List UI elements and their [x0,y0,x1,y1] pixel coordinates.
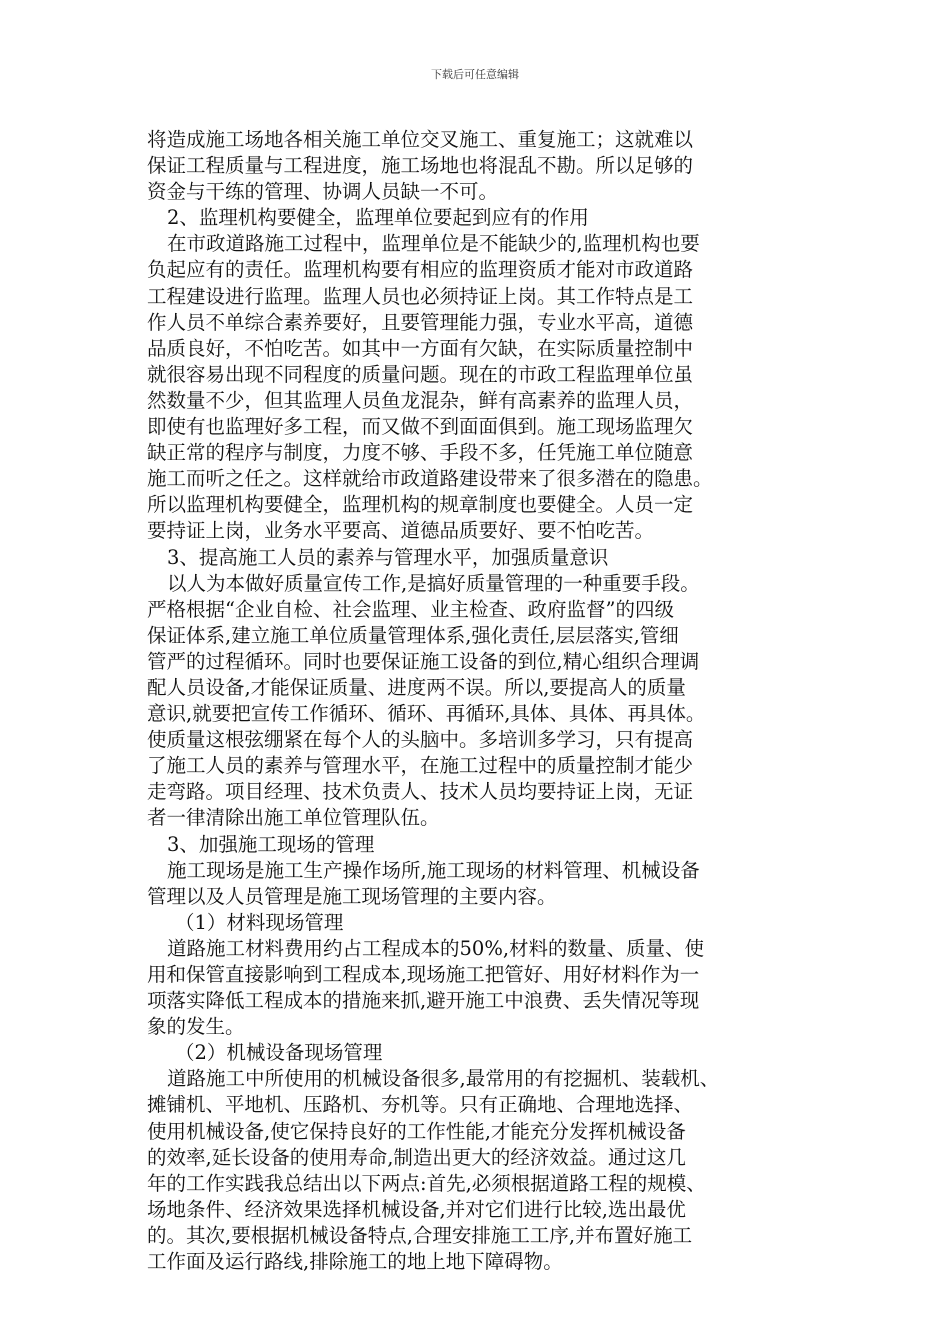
text-line: 3、加强施工现场的管理 [167,832,375,856]
text-line: 将造成施工场地各相关施工单位交叉施工、重复施工；这就难以 [147,128,694,151]
text-line: 象的发生。 [147,1015,245,1039]
text-line: 走弯路。项目经理、技术负责人、技术人员均要持证上岗，无证 [147,780,694,804]
text-line: 要持证上岗，业务水平要高、道德品质要好、要不怕吃苦。 [147,519,655,543]
text-line: 严格根据“企业自检、社会监理、业主检查、政府监督”的四级 [147,597,674,621]
text-line: 3、提高施工人员的素养与管理水平，加强质量意识 [167,545,609,569]
text-line: 管理以及人员管理是施工现场管理的主要内容。 [147,884,557,908]
text-line: 工程建设进行监理。监理人员也必须持证上岗。其工作特点是工 [147,284,694,308]
text-line: 摊铺机、平地机、压路机、夯机等。只有正确地、合理地选择、 [147,1093,694,1117]
text-line: 在市政道路施工过程中，监理单位是不能缺少的,监理机构也要 [167,232,700,256]
text-line: 2、监理机构要健全，监理单位要起到应有的作用 [167,206,589,230]
text-line: 然数量不少，但其监理人员鱼龙混杂，鲜有高素养的监理人员， [147,388,694,412]
text-line: （1）材料现场管理 [175,910,344,934]
text-line: （2）机械设备现场管理 [175,1041,383,1065]
text-line: 道路施工材料费用约占工程成本的50%,材料的数量、质量、使 [167,936,705,960]
text-line: 所以监理机构要健全，监理机构的规章制度也要健全。人员一定 [147,493,694,517]
text-line: 作人员不单综合素养要好，且要管理能力强，专业水平高，道德 [147,310,694,334]
text-line: 施工现场是施工生产操作场所,施工现场的材料管理、机械设备 [167,858,700,882]
text-line: 用和保管直接影响到工程成本,现场施工把管好、用好材料作为一 [147,963,700,986]
text-line: 缺正常的程序与制度，力度不够、手段不多，任凭施工单位随意 [147,441,694,465]
text-line: 场地条件、经济效果选择机械设备,并对它们进行比较,选出最优 [147,1197,686,1221]
text-line: 即使有也监理好多工程，而又做不到面面俱到。施工现场监理欠 [147,415,694,439]
text-line: 负起应有的责任。监理机构要有相应的监理资质才能对市政道路 [147,258,694,282]
page-header: 下载后可任意编辑 [431,68,519,81]
text-line: 的。其次,要根据机械设备特点,合理安排施工工序,并布置好施工 [147,1223,693,1247]
document-body [147,127,807,1275]
text-line: 保证工程质量与工程进度，施工场地也将混乱不勘。所以足够的 [147,154,694,178]
text-line: 以人为本做好质量宣传工作,是搞好质量管理的一种重要手段。 [167,571,700,595]
text-line: 道路施工中所使用的机械设备很多,最常用的有挖掘机、装载机、 [167,1067,720,1091]
text-line: 了施工人员的素养与管理水平，在施工过程中的质量控制才能少 [147,754,694,778]
text-line: 配人员设备,才能保证质量、进度两不误。所以,要提高人的质量 [147,675,686,699]
text-line: 保证体系,建立施工单位质量管理体系,强化责任,层层落实,管细 [147,623,679,647]
text-line: 施工而听之任之。这样就给市政道路建设带来了很多潜在的隐患。 [147,467,713,491]
text-line: 项落实降低工程成本的措施来抓,避开施工中浪费、丢失情况等现 [147,989,700,1013]
text-line: 使用机械设备,使它保持良好的工作性能,才能充分发挥机械设备 [147,1119,686,1143]
text-line: 品质良好，不怕吃苦。如其中一方面有欠缺，在实际质量控制中 [147,336,694,360]
text-line: 就很容易出现不同程度的质量问题。现在的市政工程监理单位虽 [147,362,694,386]
text-line: 意识,就要把宣传工作循环、循环、再循环,具体、具体、再具体。 [147,702,706,726]
text-line: 资金与干练的管理、协调人员缺一不可。 [147,180,499,204]
text-line: 的效率,延长设备的使用寿命,制造出更大的经济效益。通过这几 [147,1145,686,1169]
text-line: 管严的过程循环。同时也要保证施工设备的到位,精心组织合理调 [147,649,700,673]
text-line: 工作面及运行路线,排除施工的地上地下障碍物。 [147,1250,563,1274]
text-line: 使质量这根弦绷紧在每个人的头脑中。多培训多学习，只有提高 [147,728,694,752]
text-line: 者一律清除出施工单位管理队伍。 [147,806,440,830]
text-line: 年的工作实践我总结出以下两点:首先,必须根据道路工程的规模、 [147,1171,706,1195]
